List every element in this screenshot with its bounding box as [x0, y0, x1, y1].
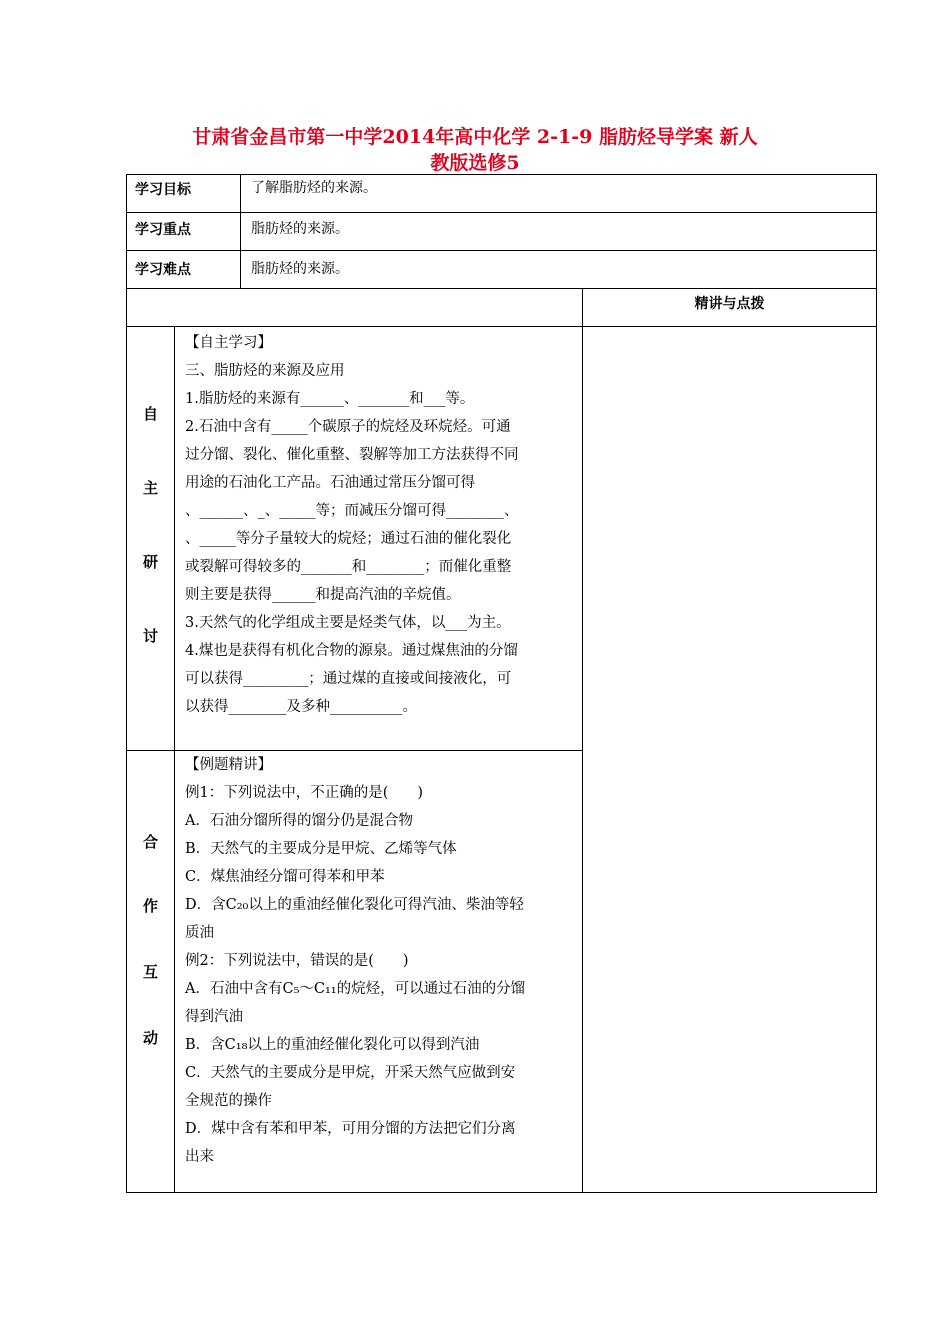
side-char: 研: [142, 553, 158, 571]
content-line: D．煤中含有苯和甲苯，可用分馏的方法把它们分离: [185, 1121, 516, 1137]
cooperation-side-label: [127, 751, 175, 1193]
content-line: B．天然气的主要成分是甲烷、乙烯等气体: [185, 841, 457, 857]
content-line: 例2：下列说法中，错误的是( ): [185, 953, 409, 969]
content-line: 则主要是获得______和提高汽油的辛烷值。: [185, 587, 461, 603]
difficulty-value: 脂肪烃的来源。: [241, 251, 877, 289]
side-char: 讨: [142, 627, 158, 645]
side-char: 主: [142, 479, 158, 497]
key-point-label: 学习重点: [127, 213, 241, 251]
notes-column: [583, 327, 877, 1193]
objective-value: 了解脂肪烃的来源。: [241, 175, 877, 213]
content-line: D．含C₂₀以上的重油经催化裂化可得汽油、柴油等轻: [185, 897, 524, 913]
side-char: 动: [142, 1029, 158, 1047]
content-line: 【例题精讲】: [185, 757, 272, 773]
content-line: 质油: [185, 925, 214, 941]
content-line: 【自主学习】: [185, 335, 272, 351]
side-char: 互: [142, 963, 158, 981]
content-line: 三、脂肪烃的来源及应用: [185, 363, 345, 379]
content-line: 、_____等分子量较大的烷烃；通过石油的催化裂化: [185, 531, 512, 547]
content-line: 全规范的操作: [185, 1093, 272, 1109]
study-plan-table: [126, 174, 877, 1193]
content-line: A．石油中含有C₅～C₁₁的烷烃，可以通过石油的分馏: [185, 981, 526, 997]
content-line: 过分馏、裂化、催化重整、裂解等加工方法获得不同: [185, 447, 519, 463]
header-blank-cell: [127, 289, 583, 327]
key-point-value: 脂肪烃的来源。: [241, 213, 877, 251]
notes-header: 精讲与点拨: [583, 289, 877, 327]
content-line: C．天然气的主要成分是甲烷，开采天然气应做到安: [185, 1065, 516, 1081]
objective-label: 学习目标: [127, 175, 241, 213]
document-title-line-2: 教版选修5: [430, 152, 520, 174]
self-study-content: [175, 327, 583, 751]
content-line: 3.天然气的化学组成主要是烃类气体，以___为主。: [185, 615, 511, 631]
content-line: 2.石油中含有_____个碳原子的烷烃及环烷烃。可通: [185, 419, 511, 435]
examples-content: [175, 751, 583, 1193]
content-line: 可以获得_________；通过煤的直接或间接液化，可: [185, 671, 512, 687]
content-line: 或裂解可得较多的_______和________；而催化重整: [185, 559, 512, 575]
content-line: 、______、_、_____等；而减压分馏可得________、: [185, 503, 519, 519]
content-line: A．石油分馏所得的馏分仍是混合物: [185, 813, 413, 829]
self-study-side-label: [127, 327, 175, 751]
side-char: 合: [142, 833, 158, 851]
side-char: 自: [142, 405, 158, 423]
content-line: C．煤焦油经分馏可得苯和甲苯: [185, 869, 385, 885]
difficulty-label: 学习难点: [127, 251, 241, 289]
content-line: 以获得________及多种__________。: [185, 699, 417, 715]
content-line: 用途的石油化工产品。石油通过常压分馏可得: [185, 475, 475, 491]
content-line: 出来: [185, 1149, 214, 1165]
content-line: 例1：下列说法中，不正确的是( ): [185, 785, 424, 801]
side-char: 作: [142, 897, 158, 915]
content-line: 4.煤也是获得有机化合物的源泉。通过煤焦油的分馏: [185, 643, 518, 659]
document-title-line-1: 甘肃省金昌市第一中学2014年高中化学 2-1-9 脂肪烃导学案 新人: [192, 126, 758, 148]
content-line: B．含C₁₈以上的重油经催化裂化可以得到汽油: [185, 1037, 480, 1053]
content-line: 得到汽油: [185, 1009, 243, 1025]
content-line: 1.脂肪烃的来源有______、_______和___等。: [185, 391, 475, 407]
